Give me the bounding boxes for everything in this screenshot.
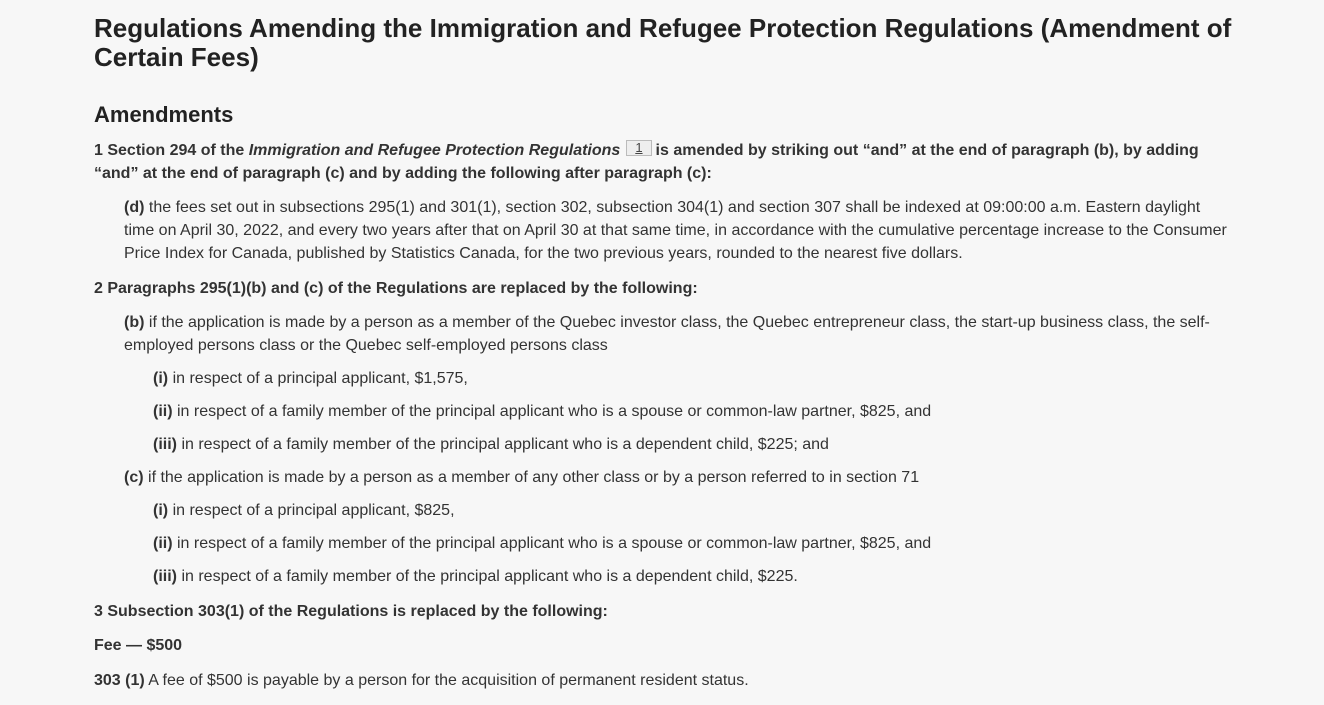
paragraph-c [124, 466, 919, 489]
paragraph-d-line-2: time on April 30, 2022, and every two years after that on April 30 at that same time, in accordance with the cumulative percentage increase to the Consumer [124, 222, 1227, 239]
subsection-303-1 [94, 669, 749, 692]
page-title: Regulations Amending the Immigration and Refugee Protection Regulations (Amendment of Certain Fees) [94, 13, 1232, 72]
paragraph-d-label: (d) [124, 199, 145, 216]
subsection-text: A fee of $500 is payable by a person for the acquisition of permanent resident status. [148, 672, 749, 689]
paragraph-d-text: the fees set out in subsections 295(1) and 301(1), section 302, subsection 304(1) and section 307 shall be indexed at 09:00:00 a.m. Eastern daylight [148, 199, 1201, 216]
section-heading: Amendments [94, 102, 234, 127]
section-2-heading: 2 Paragraphs 295(1)(b) and (c) of the Regulations are replaced by the following: [94, 280, 698, 297]
subparagraph-text: in respect of a family member of the principal applicant who is a spouse or common-law partner, $825, and [177, 535, 932, 552]
subsection-label: 303 (1) [94, 672, 145, 689]
subparagraph-label: (i) [153, 370, 169, 387]
paragraph-b-label: (b) [124, 314, 145, 331]
subparagraph-label: (i) [153, 502, 169, 519]
marginal-note-fee: Fee — $500 [94, 637, 183, 654]
subparagraph-b-i [153, 367, 468, 390]
subparagraph-text: in respect of a principal applicant, $825, [172, 502, 455, 519]
subparagraph-text: in respect of a principal applicant, $1,575, [172, 370, 468, 387]
paragraph-b-line-2: employed persons class or the Quebec self-employed persons class [124, 337, 608, 354]
section-1-line-1 [94, 139, 1199, 162]
subparagraph-text: in respect of a family member of the principal applicant who is a dependent child, $225; and [181, 436, 829, 453]
subparagraph-label: (iii) [153, 436, 177, 453]
subparagraph-b-iii [153, 433, 829, 456]
paragraph-d-line-1 [124, 196, 1200, 219]
footnote-link[interactable]: 1 [626, 140, 651, 156]
paragraph-c-label: (c) [124, 469, 144, 486]
subparagraph-text: in respect of a family member of the principal applicant who is a spouse or common-law partner, $825, and [177, 403, 932, 420]
subparagraph-b-ii [153, 400, 931, 423]
paragraph-b-text: if the application is made by a person as a member of the Quebec investor class, the Quebec entrepreneur class, the start-up business class, the self- [148, 314, 1210, 331]
paragraph-b-line-1 [124, 311, 1210, 334]
document-body [94, 13, 1244, 689]
section-3-heading: 3 Subsection 303(1) of the Regulations is replaced by the following: [94, 603, 608, 620]
section-1-line-2: “and” at the end of paragraph (c) and by adding the following after paragraph (c): [94, 165, 712, 182]
act-title-italic: Immigration and Refugee Protection Regulations [248, 142, 621, 159]
subparagraph-text: in respect of a family member of the principal applicant who is a dependent child, $225. [181, 568, 798, 585]
section-1-rest: is amended by striking out “and” at the end of paragraph (b), by adding [655, 142, 1199, 159]
subparagraph-c-ii [153, 532, 931, 555]
paragraph-d-line-3: Price Index for Canada, published by Statistics Canada, for the two previous years, rounded to the nearest five dollars. [124, 245, 963, 262]
paragraph-c-text: if the application is made by a person as a member of any other class or by a person referred to in section 71 [148, 469, 920, 486]
subparagraph-label: (iii) [153, 568, 177, 585]
subparagraph-c-iii [153, 565, 798, 588]
subparagraph-label: (ii) [153, 535, 173, 552]
subparagraph-c-i [153, 499, 455, 522]
section-1-intro: 1 Section 294 of the [94, 142, 249, 159]
subparagraph-label: (ii) [153, 403, 173, 420]
